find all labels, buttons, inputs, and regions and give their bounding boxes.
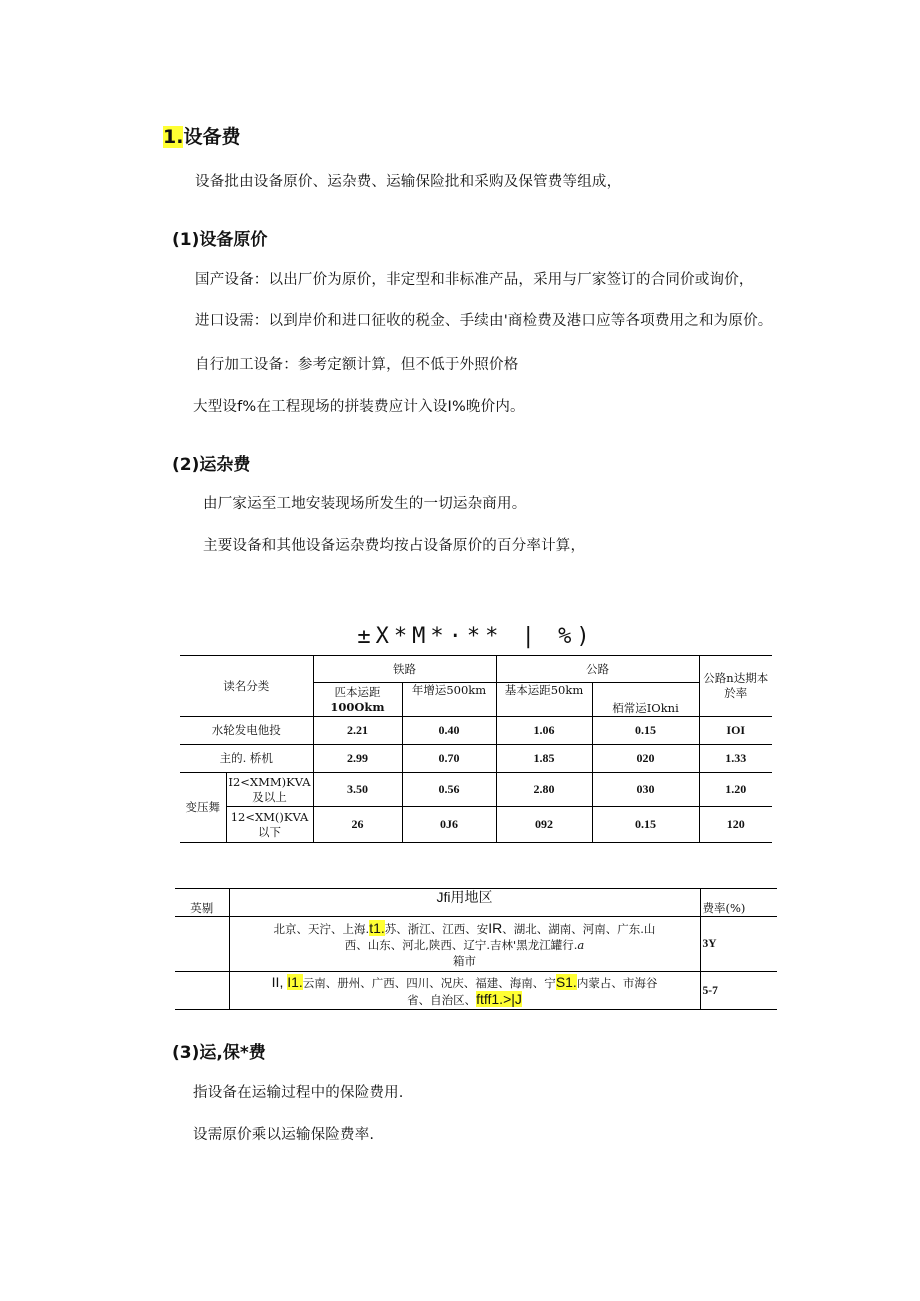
header-rail-base-label: 匹本运距 (334, 684, 381, 699)
paragraph-domestic: 国产设备：以出厂价为原价，非定型和非标准产品，采用与厂家签订的合同价或询价， (195, 272, 754, 288)
row-name: 水轮发电他投 (180, 717, 313, 745)
header-rail-add: 年增运500km (402, 683, 496, 717)
section-title: 设备费 (183, 126, 241, 148)
paragraph-insurance-1: 指设备在运输过程中的保险费用. (193, 1085, 404, 1101)
cell-value: 120 (699, 807, 772, 843)
cell-value: 1.06 (496, 717, 592, 745)
intro-paragraph: 设备批由设备原价、运杂费、运输保险批和采购及保管费等组成， (195, 174, 622, 190)
cell-value: 0.15 (592, 807, 699, 843)
region-rate-table (175, 888, 777, 1010)
rate-value: 5-7 (700, 972, 777, 1010)
spec-line: 及以上 (252, 789, 287, 804)
region-text: 西、山东、河北,陕西、辽宁.吉林'黑龙江罐行. (344, 937, 578, 952)
cell-value: 1.33 (699, 745, 772, 773)
region-line (232, 974, 698, 991)
highlight-mark: S1. (555, 973, 577, 990)
rate-value: 3Y (700, 917, 777, 972)
highlight-mark: t1. (369, 919, 385, 936)
paragraph-import: 进口设需：以到岸价和进口征收的税金、手续由'商检费及港口应等各项费用之和为原价。 (195, 313, 773, 329)
spec-line: 以下 (258, 824, 281, 839)
region-line: 箱市 (453, 953, 476, 968)
cell-value: 3.50 (313, 773, 402, 807)
header-rail-base-km: 100Okm (330, 699, 385, 714)
region-text: 北京、天泞、上海. (273, 921, 370, 936)
cell-value: 0J6 (402, 807, 496, 843)
region-line (232, 937, 698, 953)
row-type-empty (175, 972, 229, 1010)
spec-line: I2<XMM)KVA (228, 774, 311, 789)
cell-value: 092 (496, 807, 592, 843)
header-rail: 铁路 (313, 656, 496, 683)
region-text: 云南、册州、广西、四川、况庆、福建、海南、宁 (302, 975, 556, 990)
paragraph-self-made: 自行加工设备：参考定额计算，但不低于外照价格 (195, 357, 519, 373)
paragraph-large-equipment: 大型设f%在工程现场的拼装费应计入设I%晚价内。 (193, 399, 525, 415)
highlight-mark: I1. (287, 973, 303, 990)
header-rail-base (313, 683, 402, 717)
paragraph-freight-1: 由厂家运至工地安装现场所发生的一切运杂商用。 (203, 496, 527, 512)
transformer-label: 变压舞 (180, 773, 226, 843)
paragraph-insurance-2: 设需原价乘以运输保险费率. (193, 1127, 375, 1143)
header-road-base: 基本运距50km (496, 683, 592, 717)
cell-value: 020 (592, 745, 699, 773)
freight-rate-table (180, 655, 772, 843)
cell-value: 2.21 (313, 717, 402, 745)
cell-value: 2.99 (313, 745, 402, 773)
header-road-add: 栢常运IOkni (592, 683, 699, 717)
region-text: 、湖北、湖南、河南、广东.山 (502, 921, 656, 936)
region-line (232, 920, 698, 937)
transformer-spec (226, 807, 313, 843)
cell-value: 26 (313, 807, 402, 843)
subheading-original-price: (1)设备原价 (172, 230, 268, 250)
cell-value: 0.70 (402, 745, 496, 773)
header-rate: 费率(%) (700, 889, 777, 917)
cell-value: 1.85 (496, 745, 592, 773)
subheading-freight: (2)运杂费 (172, 455, 251, 475)
row-name: 主的. 桥机 (180, 745, 313, 773)
region-row-1 (229, 917, 700, 972)
table1-caption: ±X*M*·** | %) (357, 624, 595, 649)
region-line (232, 991, 698, 1008)
cell-value: 1.20 (699, 773, 772, 807)
region-row-2 (229, 972, 700, 1010)
header-region-cell (229, 889, 700, 917)
highlight-mark: ftff1.>|J (476, 990, 522, 1007)
header-road: 公路 (496, 656, 699, 683)
cell-value: 2.80 (496, 773, 592, 807)
cell-value: 0.15 (592, 717, 699, 745)
header-road-extra: 公路n达期本於率 (699, 656, 772, 717)
section-heading-equipment-cost (163, 122, 240, 149)
header-type: 英剔 (175, 889, 229, 917)
region-text: IR (488, 919, 503, 936)
region-text: 内蒙占、市海谷 (576, 975, 658, 990)
region-text: 苏、浙江、江西、安 (384, 921, 489, 936)
cell-value: 0.40 (402, 717, 496, 745)
region-text: 省、自治区、 (407, 992, 477, 1007)
paragraph-freight-2: 主要设备和其他设备运杂费均按占设备原价的百分率计算， (203, 538, 586, 554)
cell-value: 030 (592, 773, 699, 807)
cell-value: 0.56 (402, 773, 496, 807)
subheading-insurance: (3)运,保*费 (172, 1043, 266, 1063)
section-number: 1. (163, 126, 184, 148)
header-region: Jfi用地区 (436, 889, 493, 905)
region-text: II, (271, 973, 288, 990)
transformer-spec (226, 773, 313, 807)
region-text: a (577, 937, 585, 952)
cell-value: IOI (699, 717, 772, 745)
spec-line: 12<XM()KVA (230, 809, 309, 824)
row-type-empty (175, 917, 229, 972)
header-category: 读名分类 (180, 656, 313, 717)
